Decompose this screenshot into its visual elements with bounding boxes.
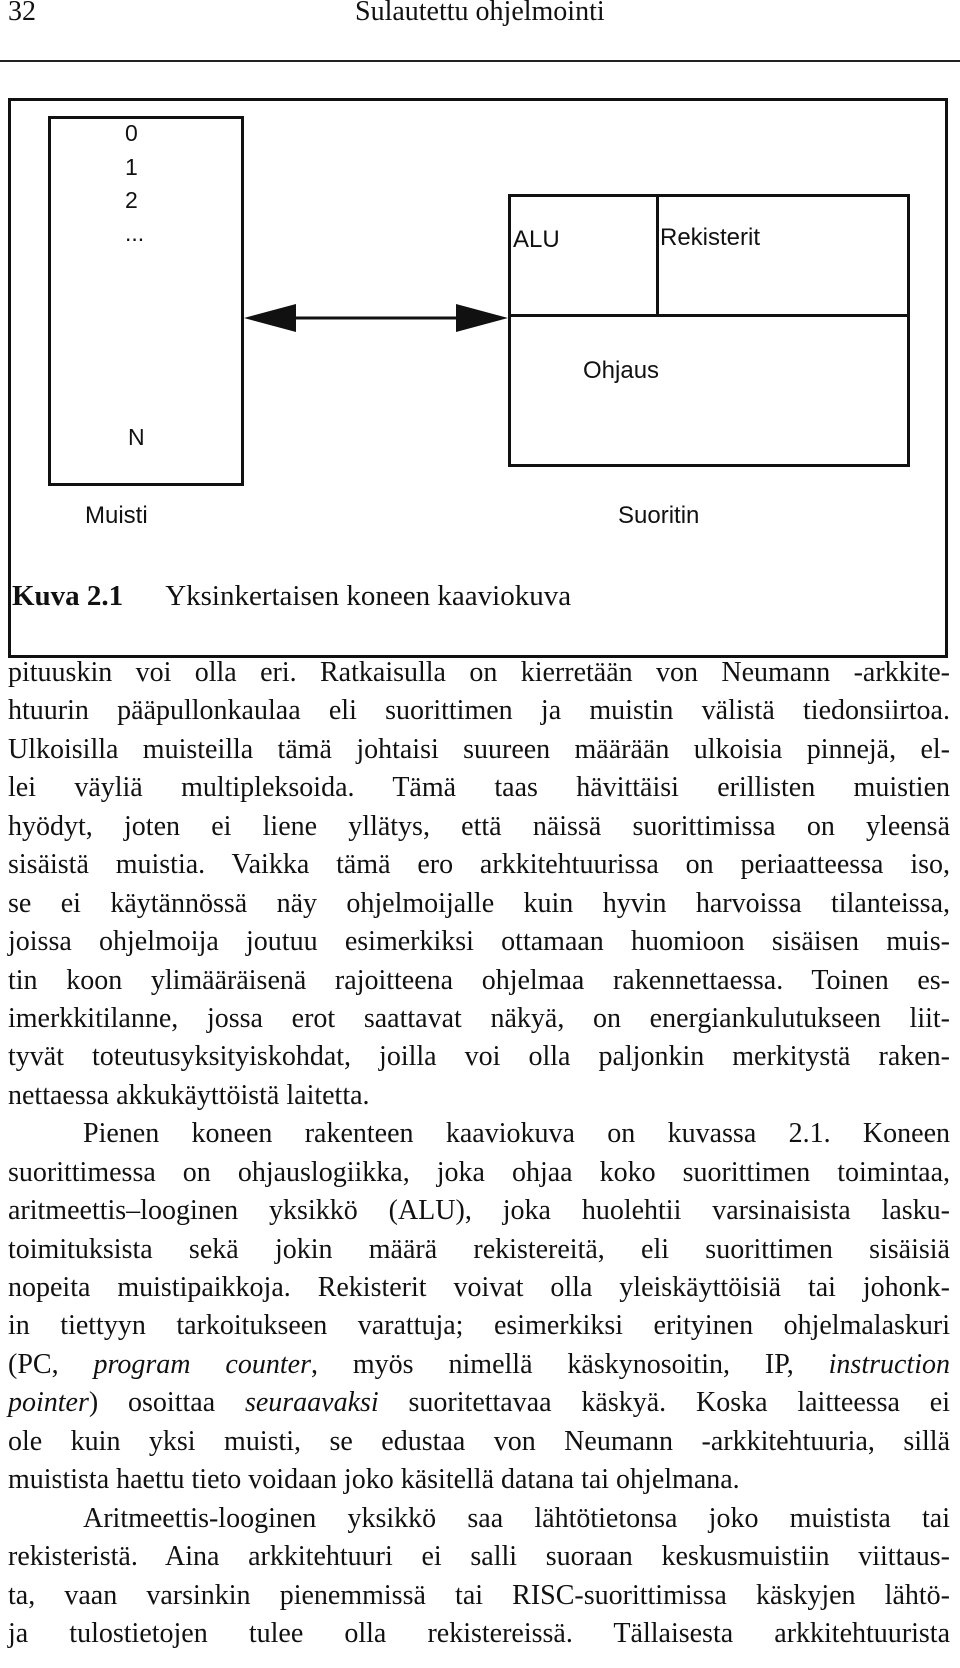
text-run: , myös nimellä käskynosoitin, IP, <box>310 1348 829 1380</box>
text-run: suoritettavaa käskyä. Koska laitteessa ei <box>378 1387 950 1419</box>
memory-box <box>48 116 244 486</box>
text-run-italic: seuraavaksi <box>244 1387 379 1419</box>
text-line: aritmeettis–looginen yksikkö (ALU), joka huolehtii varsinaisista lasku- <box>8 1195 950 1227</box>
text-line: suorittimessa on ohjauslogiikka, joka ohjaa koko suorittimen toimintaa, <box>8 1156 950 1188</box>
text-line: nopeita muistipaikkoja. Rekisterit voivat olla yleiskäyttöisiä tai johonk- <box>8 1272 950 1303</box>
header-rule <box>0 60 960 62</box>
memory-cell-0: 0 <box>125 120 138 146</box>
processor-divider <box>656 194 659 316</box>
text-line: ja tulostietojen tulee olla rekistereissä. Tällaisesta arkkitehtuurista <box>8 1617 950 1649</box>
caption-text: Yksinkertaisen koneen kaaviokuva <box>165 580 572 612</box>
text-line: sisäistä muistia. Vaikka tämä ero arkkitehtuurissa on periaatteessa iso, <box>8 849 950 881</box>
running-title: Sulautettu ohjelmointi <box>355 0 605 27</box>
text-line: imerkkitilanne, jossa erot saattavat näkyä, on energiankulutukseen liit- <box>8 1002 950 1034</box>
text-line <box>8 1384 950 1422</box>
text-run-italic: instruction <box>828 1348 950 1380</box>
bus-double-arrow <box>244 300 508 336</box>
text-line: tyvät toteutusyksityiskohdat, joilla voi olla paljonkin merkitystä raken- <box>8 1041 950 1073</box>
text-line: tin koon ylimääräisenä rajoitteena ohjelmaa rakennettaessa. Toinen es- <box>8 964 950 996</box>
text-line: hyödyt, joten ei liene yllätys, että näissä suorittimissa on yleensä <box>8 810 950 842</box>
caption-label: Kuva 2.1 <box>12 580 124 612</box>
text-line: rekisteristä. Aina arkkitehtuuri ei salli suoraan keskusmuistiin viittaus- <box>8 1541 950 1573</box>
text-run-italic: pointer <box>8 1387 89 1419</box>
memory-cell-n: N <box>128 424 145 450</box>
body-text <box>8 654 950 1653</box>
text-line: nettaessa akkukäyttöistä laitetta. <box>8 1079 370 1111</box>
text-line: muistista haettu tieto voidaan joko käsitellä datana tai ohjelmana. <box>8 1464 740 1496</box>
figure-caption <box>12 580 571 613</box>
text-line: htuurin pääpullonkaulaa eli suorittimen ja muistin välistä tiedonsiirtoa. <box>8 695 950 727</box>
processor-divider <box>508 314 910 317</box>
memory-cell-2: 2 <box>125 187 138 213</box>
memory-label: Muisti <box>85 502 148 529</box>
processor-label: Suoritin <box>618 502 700 529</box>
text-line: ole kuin yksi muisti, se edustaa von Neumann -arkkitehtuuria, sillä <box>8 1425 950 1457</box>
text-line: Pienen koneen rakenteen kaaviokuva on kuvassa 2.1. Koneen <box>83 1118 950 1150</box>
text-run: (PC, <box>8 1348 94 1380</box>
text-line: lei väyliä multipleksoida. Tämä taas hävittäisi erillisten muistien <box>8 772 950 804</box>
text-line: ta, vaan varsinkin pienemmissä tai RISC-suorittimissa käskyjen lähtö- <box>8 1579 950 1611</box>
page-number: 32 <box>8 0 36 27</box>
memory-cell-1: 1 <box>125 154 138 180</box>
text-line: joissa ohjelmoija joutuu esimerkiksi ottamaan huomioon sisäisen muis- <box>8 926 950 958</box>
arrow-right-icon <box>456 304 508 332</box>
page-header <box>0 0 960 60</box>
text-line: pituuskin voi olla eri. Ratkaisulla on kierretään von Neumann -arkkite- <box>8 657 950 688</box>
text-run: ) osoittaa <box>88 1387 245 1419</box>
text-run-italic: program counter <box>93 1348 311 1380</box>
text-line: se ei käytännössä näy ohjelmoijalle kuin hyvin harvoissa tilanteissa, <box>8 887 950 919</box>
arrow-left-icon <box>244 304 296 332</box>
text-line: toimituksista sekä jokin määrä rekistereitä, eli suorittimen sisäisiä <box>8 1233 950 1265</box>
text-line: Ulkoisilla muisteilla tämä johtaisi suureen määrään ulkoisia pinnejä, el- <box>8 733 950 765</box>
memory-cell-ellipsis: ... <box>125 220 145 246</box>
text-line: Aritmeettis-looginen yksikkö saa lähtötietonsa joko muistista tai <box>83 1502 950 1534</box>
control-label: Ohjaus <box>583 357 660 384</box>
text-line: in tiettyyn tarkoitukseen varattuja; esimerkiksi erityinen ohjelmalaskuri <box>8 1310 950 1342</box>
alu-label: ALU <box>513 226 560 253</box>
registers-label: Rekisterit <box>660 224 761 251</box>
text-line <box>8 1346 950 1384</box>
